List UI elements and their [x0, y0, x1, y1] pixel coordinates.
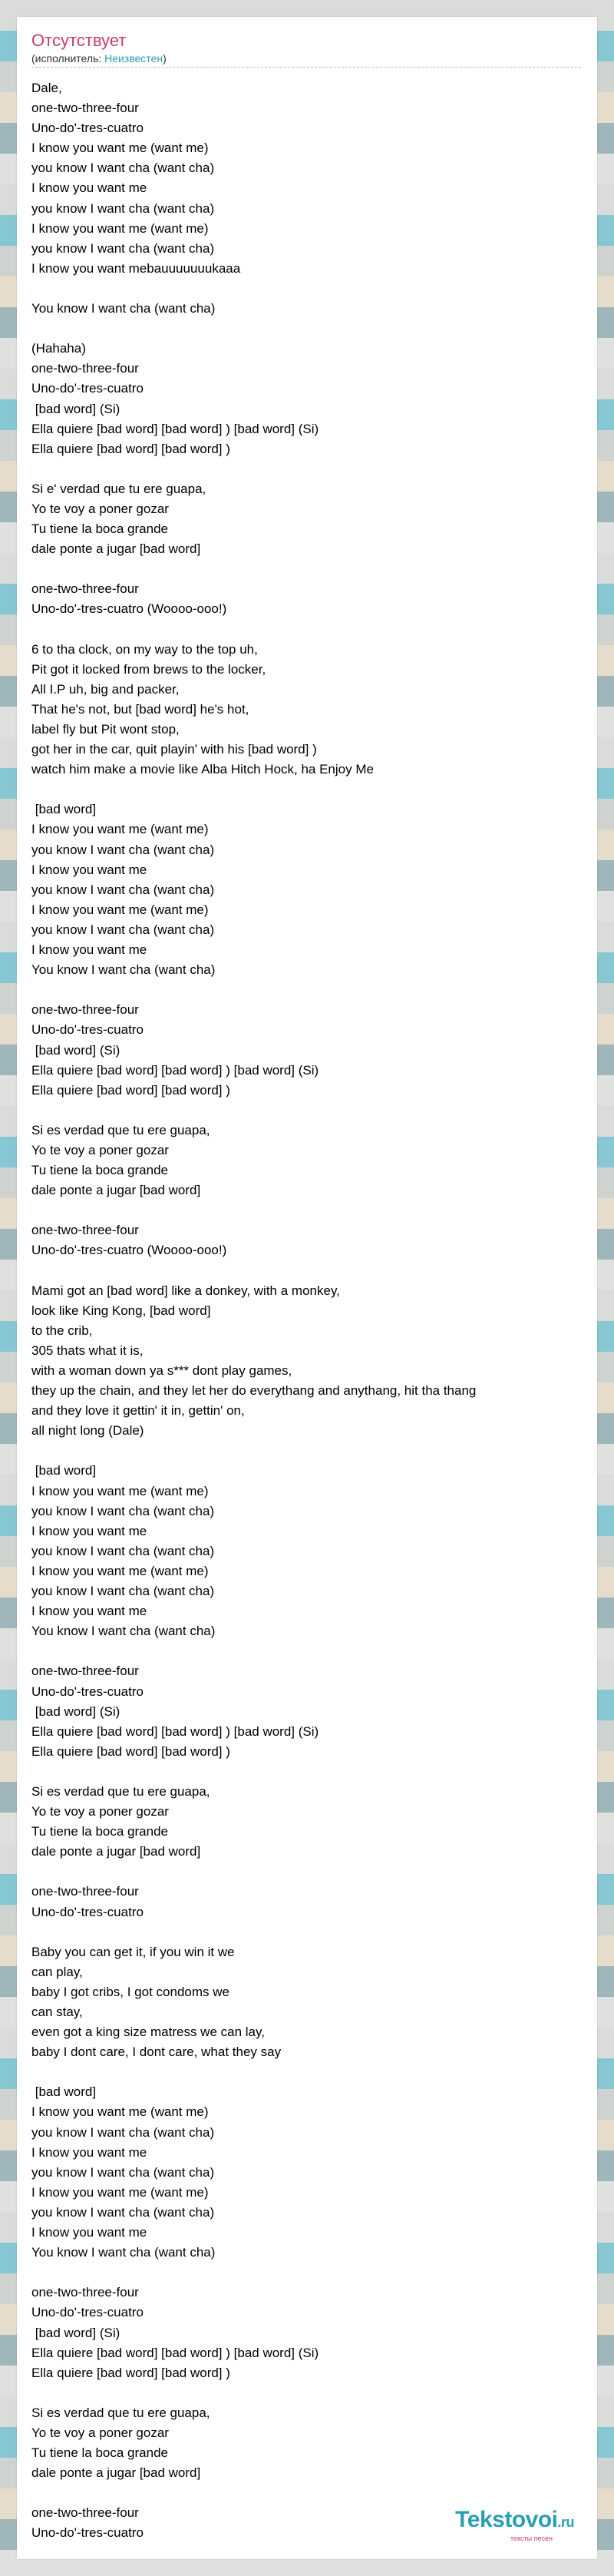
- lyric-line: Ella quiere [bad word] [bad word] ): [31, 2365, 230, 2380]
- lyric-line: one-two-three-four: [31, 2505, 139, 2521]
- lyric-line: I know you want me (want me): [31, 141, 209, 156]
- lyric-line: That he's not, but [bad word] he's hot,: [31, 701, 249, 717]
- lyric-line: All I.P uh, big and packer,: [31, 681, 180, 697]
- lyric-line: You know I want cha (want cha): [31, 2245, 216, 2260]
- lyric-line: Si es verdad que tu ere guapa,: [31, 1783, 210, 1799]
- lyric-line: Tu tiene la boca grande: [31, 1824, 168, 1839]
- lyric-line: dale ponte a jugar [bad word]: [31, 541, 201, 557]
- lyric-line: you know I want cha (want cha): [31, 1543, 215, 1558]
- lyric-line: Yo te voy a poner gozar: [31, 1804, 169, 1819]
- lyric-line: one-two-three-four: [31, 581, 139, 597]
- lyric-line: (Hahaha): [31, 341, 86, 356]
- lyric-line: [31, 459, 584, 479]
- lyric-line: all night long (Dale): [31, 1423, 144, 1439]
- lyric-line: [31, 1922, 584, 1942]
- lyric-line: Yo te voy a poner gozar: [31, 501, 169, 516]
- lyric-line: [31, 559, 584, 579]
- logo-wordmark: [455, 2508, 574, 2535]
- lyric-line: I know you want me: [31, 1523, 147, 1538]
- lyric-line: Uno-do'-tres-cuatro: [31, 2525, 144, 2541]
- lyric-line: they up the chain, and they let her do everythang and anythang, hit tha thang: [31, 1383, 477, 1399]
- lyric-line: you know I want cha (want cha): [31, 240, 215, 256]
- lyrics-card: [17, 17, 597, 2559]
- lyric-line: dale ponte a jugar [bad word]: [31, 2465, 201, 2481]
- lyric-line: I know you want me (want me): [31, 822, 209, 837]
- lyric-line: you know I want cha (want cha): [31, 2124, 215, 2140]
- lyric-line: Ella quiere [bad word] [bad word] ) [bad word] (Si): [31, 1062, 319, 1078]
- lyric-line: dale ponte a jugar [bad word]: [31, 1183, 201, 1198]
- lyric-line: Pit got it locked from brews to the locker,: [31, 661, 266, 677]
- lyric-line: one-two-three-four: [31, 1223, 139, 1238]
- lyric-line: Uno-do'-tres-cuatro: [31, 381, 144, 396]
- lyric-line: you know I want cha (want cha): [31, 200, 215, 216]
- lyric-line: [bad word] (Si): [31, 401, 120, 416]
- lyric-line: dale ponte a jugar [bad word]: [31, 1844, 201, 1859]
- lyric-line: baby I got cribs, I got condoms we: [31, 1984, 229, 1999]
- lyric-line: [bad word]: [31, 802, 97, 817]
- lyric-line: [31, 1101, 584, 1121]
- lyric-line: [31, 1762, 584, 1782]
- lyric-line: got her in the car, quit playin' with his [bad word] ): [31, 742, 317, 757]
- lyric-line: I know you want me (want me): [31, 1483, 209, 1498]
- lyric-line: you know I want cha (want cha): [31, 882, 215, 897]
- lyric-line: [31, 1261, 584, 1281]
- lyrics-text: [31, 78, 584, 2544]
- lyric-line: Mami got an [bad word] like a donkey, with a monkey,: [31, 1283, 340, 1298]
- lyric-line: I know you want me: [31, 1604, 147, 1619]
- lyric-line: [bad word] (Si): [31, 1704, 120, 1719]
- logo-domain: .ru: [557, 2515, 574, 2530]
- song-title: Отсутствует: [31, 31, 127, 50]
- artist-link[interactable]: Неизвестен: [104, 52, 163, 65]
- lyric-line: Baby you can get it, if you win it we: [31, 1944, 235, 1959]
- lyric-line: [31, 980, 584, 1000]
- lyric-line: you know I want cha (want cha): [31, 2204, 215, 2220]
- song-header: [31, 31, 581, 68]
- lyric-line: one-two-three-four: [31, 2285, 139, 2300]
- lyric-line: 305 thats what it is,: [31, 1343, 144, 1358]
- lyric-line: to the crib,: [31, 1323, 93, 1338]
- logo-tagline: тексты песен: [510, 2535, 553, 2542]
- lyric-line: 6 to tha clock, on my way to the top uh,: [31, 641, 258, 657]
- lyric-line: I know you want me: [31, 2144, 147, 2160]
- logo-name: Tekstovoi: [455, 2507, 558, 2532]
- lyric-line: Dale,: [31, 81, 62, 95]
- lyric-line: one-two-three-four: [31, 1664, 139, 1679]
- lyric-line: Uno-do'-tres-cuatro: [31, 2305, 144, 2320]
- lyric-line: Ella quiere [bad word] [bad word] ): [31, 1082, 230, 1098]
- lyric-line: Tu tiene la boca grande: [31, 521, 168, 537]
- lyric-line: can play,: [31, 1964, 83, 1979]
- lyric-line: [bad word]: [31, 1463, 97, 1478]
- lyric-line: [31, 319, 584, 339]
- lyric-line: [bad word] (Si): [31, 1042, 120, 1058]
- lyric-line: You know I want cha (want cha): [31, 1624, 216, 1639]
- lyric-line: Uno-do'-tres-cuatro (Woooo-ooo!): [31, 601, 227, 617]
- lyric-line: you know I want cha (want cha): [31, 2164, 215, 2180]
- lyric-line: I know you want me (want me): [31, 2184, 209, 2200]
- lyric-line: watch him make a movie like Alba Hitch Hock, ha Enjoy Me: [31, 762, 374, 777]
- lyric-line: I know you want me: [31, 180, 147, 196]
- lyric-line: I know you want me: [31, 862, 147, 877]
- lyric-line: Uno-do'-tres-cuatro: [31, 1022, 144, 1038]
- lyric-line: Yo te voy a poner gozar: [31, 2425, 169, 2440]
- lyric-line: and they love it gettin' it in, gettin' on,: [31, 1403, 245, 1419]
- lyric-line: with a woman down ya s*** dont play games,: [31, 1363, 292, 1378]
- lyric-line: Ella quiere [bad word] [bad word] ) [bad word] (Si): [31, 421, 319, 436]
- lyric-line: I know you want me: [31, 2225, 147, 2240]
- lyric-line: [31, 2263, 584, 2283]
- lyric-line: Yo te voy a poner gozar: [31, 1142, 169, 1157]
- lyric-line: even got a king size matress we can lay,: [31, 2025, 265, 2040]
- lyric-line: can stay,: [31, 2005, 83, 2019]
- lyric-line: [31, 1200, 584, 1220]
- lyric-line: Si es verdad que tu ere guapa,: [31, 2405, 210, 2420]
- lyric-line: Uno-do'-tres-cuatro: [31, 1684, 144, 1699]
- lyric-line: You know I want cha (want cha): [31, 301, 216, 316]
- lyric-line: [bad word] (Si): [31, 2325, 120, 2340]
- lyric-line: look like King Kong, [bad word]: [31, 1303, 211, 1318]
- byline-suffix: ): [163, 52, 167, 65]
- artist-byline: [31, 51, 581, 65]
- lyric-line: I know you want me (want me): [31, 902, 209, 917]
- lyric-line: you know I want cha (want cha): [31, 1503, 215, 1518]
- byline-prefix: (исполнитель:: [31, 52, 105, 65]
- lyric-line: you know I want cha (want cha): [31, 161, 215, 176]
- lyric-line: Ella quiere [bad word] [bad word] ) [bad word] (Si): [31, 2345, 319, 2360]
- lyric-line: you know I want cha (want cha): [31, 922, 215, 937]
- lyric-line: you know I want cha (want cha): [31, 842, 215, 857]
- lyric-line: I know you want me (want me): [31, 220, 209, 236]
- lyric-line: [31, 1862, 584, 1882]
- lyric-line: [31, 620, 584, 640]
- lyric-line: Tu tiene la boca grande: [31, 2445, 168, 2461]
- site-logo[interactable]: [455, 2508, 574, 2542]
- lyric-line: [31, 279, 584, 299]
- lyric-line: Si es verdad que tu ere guapa,: [31, 1122, 210, 1137]
- header-divider: [31, 67, 581, 68]
- lyric-line: Uno-do'-tres-cuatro: [31, 121, 144, 136]
- lyric-line: Ella quiere [bad word] [bad word] ): [31, 441, 230, 456]
- lyric-line: I know you want me: [31, 942, 147, 958]
- lyric-line: label fly but Pit wont stop,: [31, 722, 180, 737]
- lyric-line: one-two-three-four: [31, 101, 139, 116]
- lyric-line: [31, 2483, 584, 2503]
- lyric-line: one-two-three-four: [31, 361, 139, 376]
- lyric-line: [bad word]: [31, 2084, 97, 2100]
- lyric-line: I know you want me (want me): [31, 1563, 209, 1578]
- lyric-line: [31, 1641, 584, 1661]
- lyric-line: one-two-three-four: [31, 1002, 139, 1018]
- lyric-line: I know you want me (want me): [31, 2104, 209, 2120]
- lyric-line: Ella quiere [bad word] [bad word] ) [bad word] (Si): [31, 1723, 319, 1739]
- lyric-line: Tu tiene la boca grande: [31, 1163, 168, 1178]
- lyric-line: You know I want cha (want cha): [31, 962, 216, 978]
- lyric-line: Ella quiere [bad word] [bad word] ): [31, 1743, 230, 1759]
- lyric-line: you know I want cha (want cha): [31, 1584, 215, 1599]
- lyric-line: [31, 2383, 584, 2403]
- lyric-line: one-two-three-four: [31, 1884, 139, 1899]
- lyric-line: Uno-do'-tres-cuatro: [31, 1904, 144, 1919]
- lyric-line: [31, 1441, 584, 1461]
- lyric-line: baby I dont care, I dont care, what they say: [31, 2045, 282, 2060]
- lyric-line: Uno-do'-tres-cuatro (Woooo-ooo!): [31, 1243, 227, 1258]
- lyric-line: I know you want mebauuuuuuukaaa: [31, 260, 241, 276]
- lyric-line: Si e' verdad que tu ere guapa,: [31, 481, 206, 496]
- lyric-line: [31, 780, 584, 800]
- lyric-line: [31, 2062, 584, 2082]
